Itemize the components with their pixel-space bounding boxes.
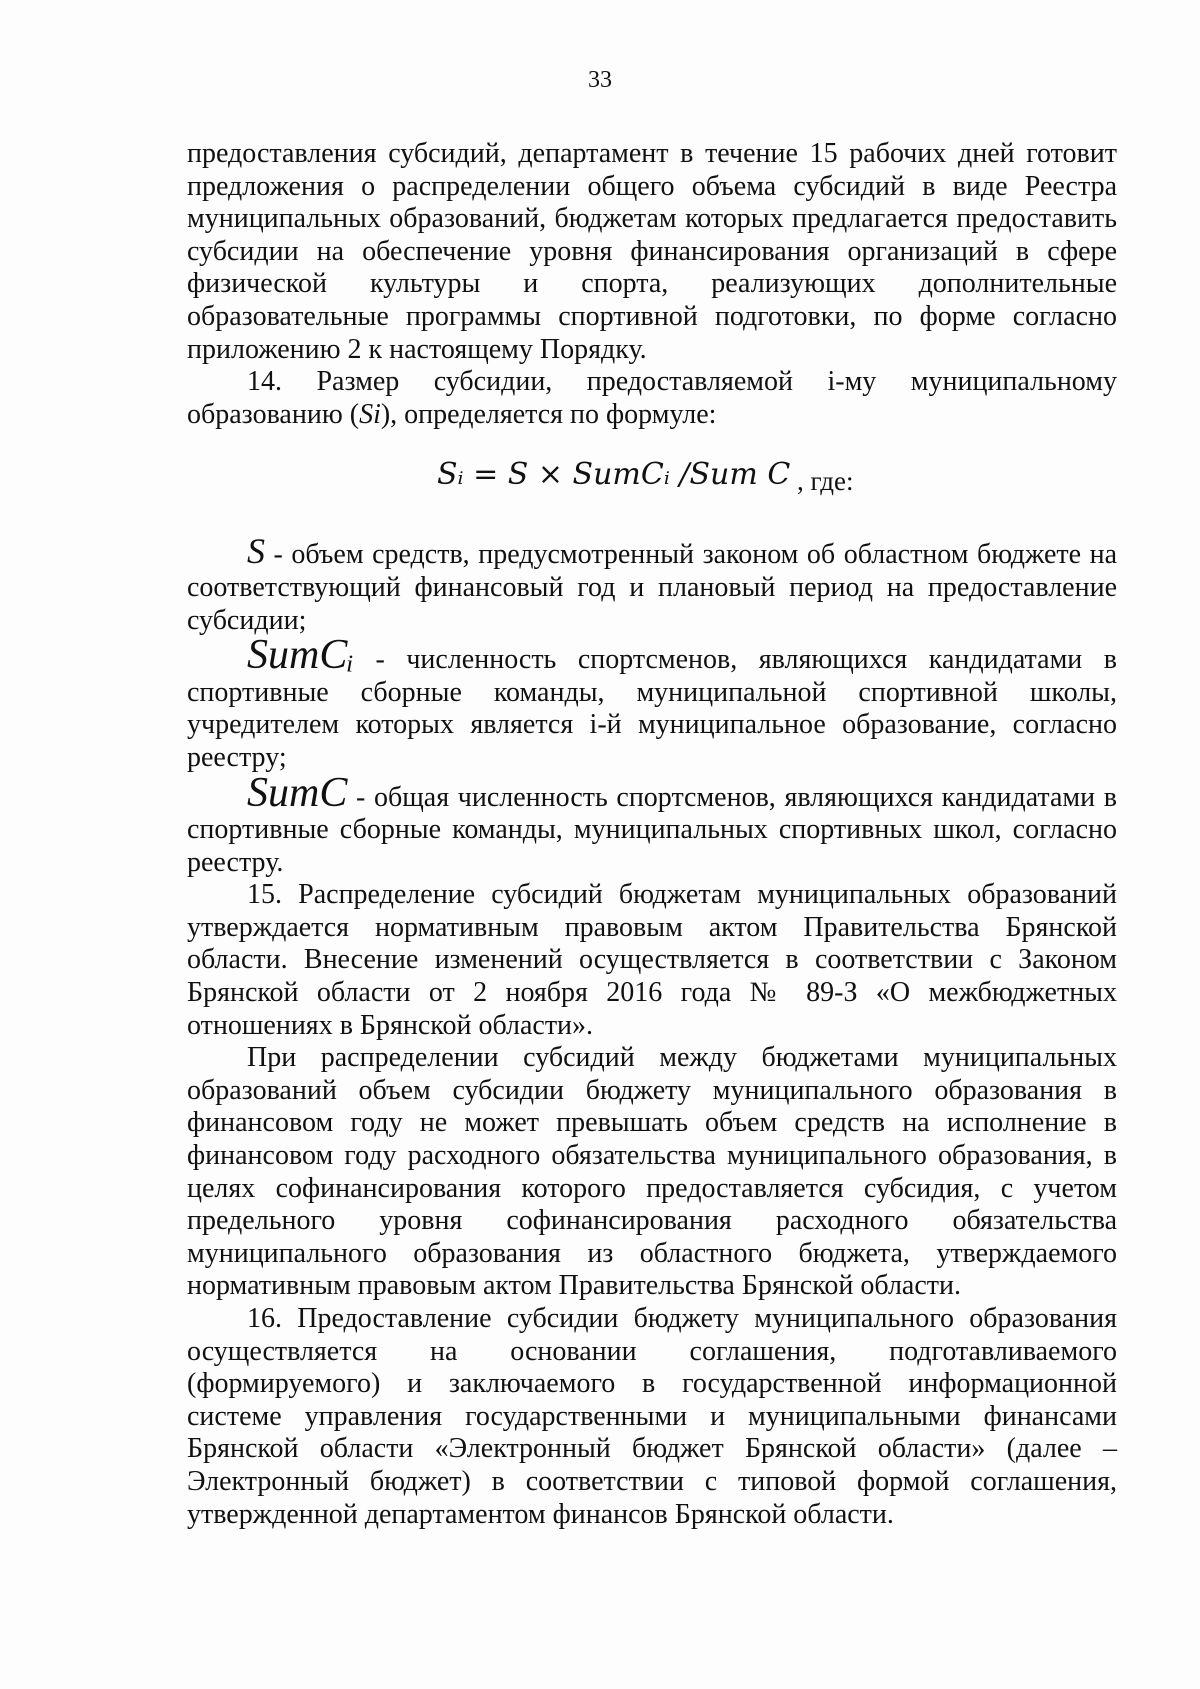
paragraph-14-end: ), определяется по формуле: [380,398,717,430]
paragraph-13-continuation: предоставления субсидий, департамент в течение 15 рабочих дней готовит предложения о распределении общего объема субсидий в виде Реестра муниципальных образований, бюджетам которых предлагается предоставить субсидии на обеспечение уровня финансирования организаций в сфере физической культуры и спорта, реализующих дополнительные образовательные программы спортивной подготовки, по форме согласно приложению 2 к настоящему Порядку. [187,138,1117,365]
paragraph-14 [187,366,1117,431]
formula-where-label: , где: [797,466,854,497]
paragraph-15-continued: При распределении субсидий между бюджетами муниципальных образований объем субсидии бюджету муниципального образования в финансовом году не может превышать объем средств на исполнение в финансовом году расходного обязательства муниципального образования, в целях софинансирования которого предоставляется субсидия, с учетом предельного уровня софинансирования расходного обязательства муниципального образования из областного бюджета, утверждаемого нормативным правовым актом Правительства Брянской области. [187,1042,1117,1302]
definition-sumc-symbol: SumC [247,769,348,816]
paragraph-14-start: 14. Размер субсидии, предоставляемой i-му муниципальному образованию ( [187,366,1117,430]
definition-sumc-text: - общая численность спортсменов, являющихся кандидатами в спортивные сборные команды, муниципальных спортивных школ, согласно реестру. [187,781,1117,878]
formula-expression: Sᵢ = S × SumCᵢ /Sum C [437,457,791,493]
page-number: 33 [588,67,612,93]
definition-sumci-symbol: SumCᵢ [247,632,354,679]
definition-s-text: - объем средств, предусмотренный законом об областном бюджете на соответствующий финансовый год и плановый период на предоставление субсидии; [187,539,1117,636]
definition-sumci [187,632,1117,774]
paragraph-16: 16. Предоставление субсидии бюджету муниципального образования осуществляется на основании соглашения, подготавливаемого (формируемого) и заключаемого в государственной информационной системе управления государственными и муниципальными финансами Брянской области «Электронный бюджет Брянской области» (далее – Электронный бюджет) в соответствии с типовой формой соглашения, утвержденной департаментом финансов Брянской области. [187,1303,1117,1530]
document-body [187,138,1117,1531]
formula-block [187,453,1117,517]
paragraph-15: 15. Распределение субсидий бюджетам муниципальных образований утверждается нормативным правовым актом Правительства Брянской области. Внесение изменений осуществляется в соответствии с Законом Брянской области от 2 ноября 2016 года № 89-З «О межбюджетных отношениях в Брянской области». [187,879,1117,1041]
symbol-si: Si [359,398,381,430]
definition-s-symbol: S [247,531,265,572]
definition-sumc [187,769,1117,880]
definition-sumci-text: - численность спортсменов, являющихся кандидатами в спортивные сборные команды, муниципальной спортивной школы, учредителем которых является i-й муниципальное образование, согласно реестру; [187,644,1117,773]
definition-s [187,531,1117,637]
